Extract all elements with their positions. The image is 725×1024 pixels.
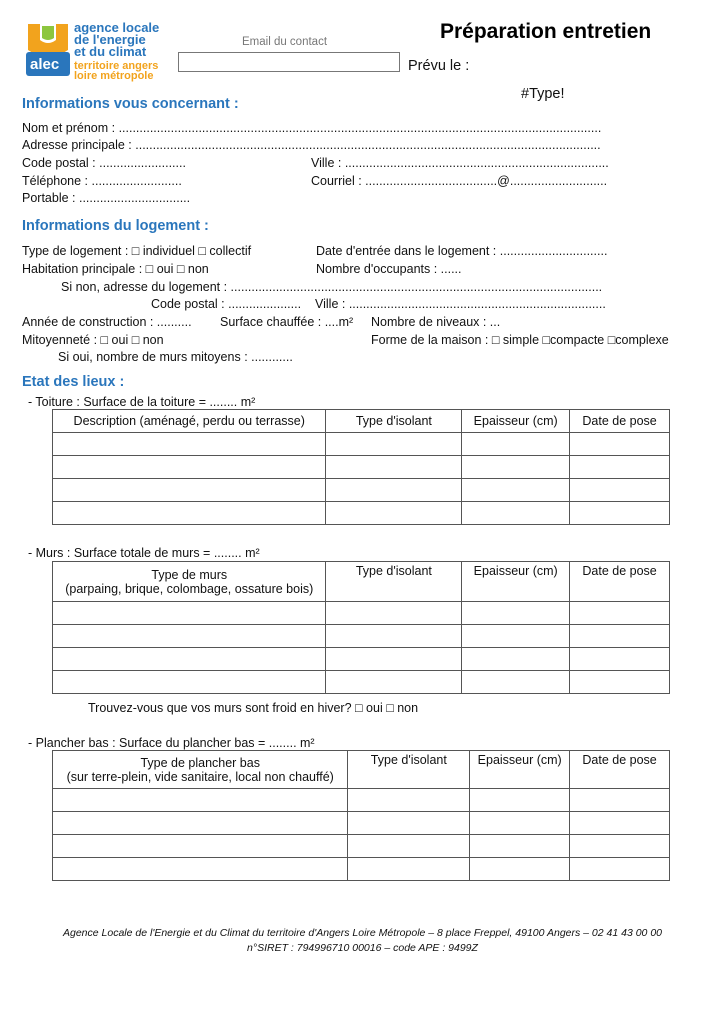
email-field[interactable]: [178, 52, 400, 72]
table-row: [53, 835, 670, 858]
table-row: [53, 433, 670, 456]
table-row: [53, 648, 670, 671]
logo-line-3: et du climat: [74, 44, 147, 59]
toiture-header-isolant: Type d'isolant: [326, 410, 462, 433]
table-row: [53, 789, 670, 812]
toiture-label: - Toiture : Surface de la toiture = ........ m²: [28, 395, 256, 409]
logo-line-2: de l'energie: [74, 32, 146, 47]
page-title: Préparation entretien: [440, 20, 652, 43]
plancher-header-date: Date de pose: [570, 751, 670, 789]
table-row: [53, 625, 670, 648]
field-forme-maison: Forme de la maison : □ simple □compacte □complexe: [371, 333, 669, 347]
murs-header-type: Type de murs (parpaing, brique, colombage, ossature bois): [53, 562, 326, 602]
logo-badge: alec: [30, 56, 60, 73]
table-row: [53, 671, 670, 694]
field-courriel: Courriel : ......................................@............................: [311, 174, 608, 188]
prevu-label: Prévu le :: [408, 58, 470, 74]
footer-siret: n°SIRET : 794996710 00016 – code APE : 9499Z: [247, 942, 478, 954]
field-mitoyennete: Mitoyenneté : □ oui □ non: [22, 333, 164, 347]
murs-header-epaisseur: Epaisseur (cm): [462, 562, 570, 602]
field-ville-2: Ville : ..........................................................................: [315, 297, 606, 311]
field-surface-chauffee: Surface chauffée : ....m²: [220, 315, 354, 329]
table-row: [53, 502, 670, 525]
plancher-header-isolant: Type d'isolant: [348, 751, 470, 789]
table-row: [53, 602, 670, 625]
table-row: [53, 456, 670, 479]
field-annee-construction: Année de construction : ..........: [22, 315, 192, 329]
toiture-header-date: Date de pose: [570, 410, 670, 433]
field-adresse-logement: Si non, adresse du logement : ...........................................................................................................: [61, 280, 603, 294]
section-heading-logement: Informations du logement :: [22, 218, 209, 234]
murs-header-isolant: Type d'isolant: [326, 562, 462, 602]
logo-sub-2: loire métropole: [74, 70, 154, 82]
table-row: [53, 812, 670, 835]
field-code-postal-2: Code postal : .....................: [151, 297, 302, 311]
toiture-table: [52, 409, 670, 525]
section-heading-personal: Informations vous concernant :: [22, 96, 239, 112]
plancher-header-epaisseur: Epaisseur (cm): [470, 751, 570, 789]
table-row: [53, 479, 670, 502]
toiture-header-epaisseur: Epaisseur (cm): [462, 410, 570, 433]
field-occupants: Nombre d'occupants : ......: [316, 262, 462, 276]
field-niveaux: Nombre de niveaux : ...: [371, 315, 501, 329]
field-ville: Ville : ............................................................................: [311, 156, 609, 170]
field-telephone: Téléphone : ..........................: [22, 174, 182, 188]
murs-label: - Murs : Surface totale de murs = ........ m²: [28, 546, 260, 560]
field-nom: Nom et prénom : ...........................................................................................................................................: [22, 121, 602, 135]
murs-question: Trouvez-vous que vos murs sont froid en hiver? □ oui □ non: [88, 701, 419, 715]
field-code-postal: Code postal : .........................: [22, 156, 186, 170]
field-date-entree: Date d'entrée dans le logement : ...............................: [316, 244, 608, 258]
footer-address: Agence Locale de l'Energie et du Climat du territoire d'Angers Loire Métropole – 8 place Freppel, 49100 Angers – 02 41 43 00 00: [63, 927, 662, 939]
field-adresse: Adresse principale : ......................................................................................................................................: [22, 138, 601, 152]
toiture-header-description: Description (aménagé, perdu ou terrasse): [53, 410, 326, 433]
field-murs-mitoyens: Si oui, nombre de murs mitoyens : ............: [58, 350, 293, 364]
field-portable: Portable : ................................: [22, 191, 191, 205]
field-habitation-principale: Habitation principale : □ oui □ non: [22, 262, 209, 276]
email-label: Email du contact: [242, 36, 328, 48]
alec-logo: [26, 20, 166, 82]
plancher-table: [52, 750, 670, 881]
plancher-header-type: Type de plancher bas (sur terre-plein, vide sanitaire, local non chauffé): [53, 751, 348, 789]
murs-table: [52, 561, 670, 694]
section-heading-etat-lieux: Etat des lieux :: [22, 374, 125, 390]
logo-line-1: agence locale: [74, 20, 160, 35]
plancher-label: - Plancher bas : Surface du plancher bas = ........ m²: [28, 736, 315, 750]
logo-sub-1: territoire angers: [74, 60, 159, 72]
murs-header-date: Date de pose: [570, 562, 670, 602]
field-type-logement: Type de logement : □ individuel □ collectif: [22, 244, 252, 258]
table-row: [53, 858, 670, 881]
type-value: #Type!: [521, 86, 565, 102]
